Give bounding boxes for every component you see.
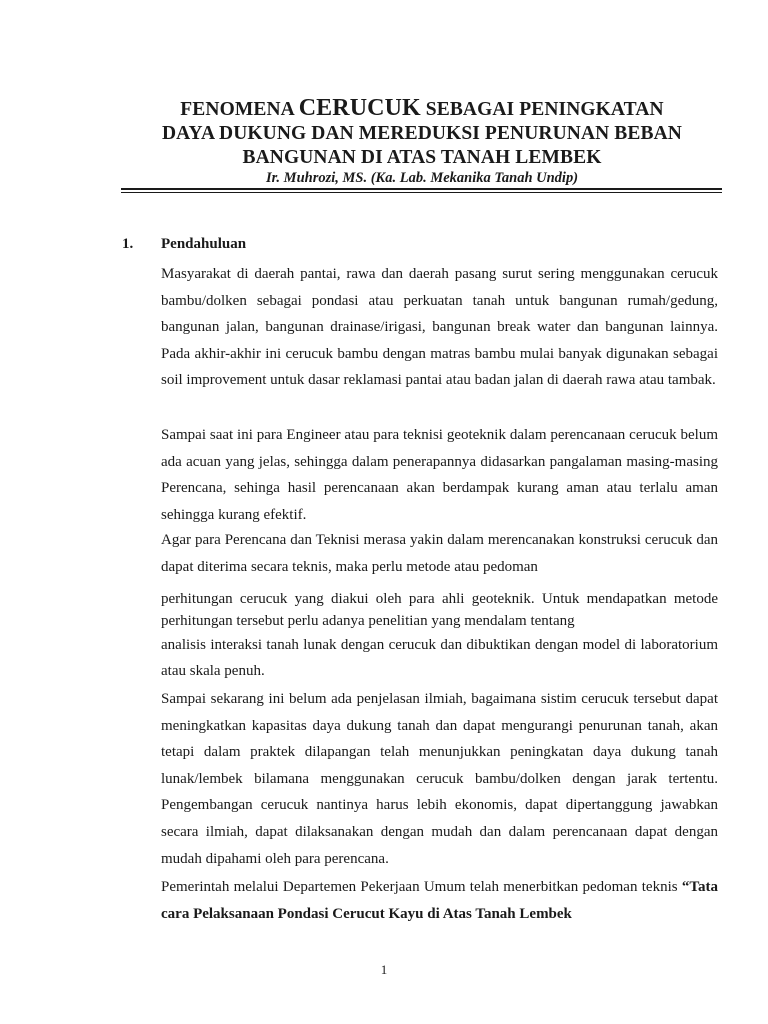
page-number: 1 (380, 962, 388, 977)
title-rule-thin (121, 192, 722, 193)
paragraph-3-continued: perhitungan cerucuk yang diakui oleh para ahli geoteknik. Untuk mendapatkan metode perhitungan tersebut perlu adanya penelitian yang mendalam tentang (161, 591, 718, 629)
title-rule-thick (121, 188, 722, 190)
paragraph-5-bold-quote: “Tata cara Pelaksanaan Pondasi Cerucut Kayu di Atas Tanah Lembek (161, 879, 718, 922)
title-line1-a: FENOMENA (180, 99, 299, 120)
author-line: Ir. Muhrozi, MS. (Ka. Lab. Mekanika Tanah Undip) (265, 170, 579, 186)
section-title: Pendahuluan (161, 236, 247, 252)
title-line1-emphasis: CERUCUK (298, 95, 421, 121)
paragraph-4: Sampai sekarang ini belum ada penjelasan ilmiah, bagaimana sistim cerucuk tersebut dapat meningkatkan kapasitas daya dukung tanah dan dapat mengurangi penurunan tanah, akan tetapi dalam praktek dilapangan telah menunjukkan peningkatan daya dukung tanah lunak/lembek bilamana menggunakan cerucuk bambu/dolken dengan jarak tertentu. Pengembangan cerucuk nantinya harus lebih ekonomis, dapat dipertanggung jawabkan secara ilmiah, dapat dilaksanakan dengan mudah dan dalam perencanaan dapat dengan mudah dipahami oleh para perencana. (161, 691, 718, 867)
paragraph-2: Sampai saat ini para Engineer atau para teknisi geoteknik dalam perencanaan cerucuk belum ada acuan yang jelas, sehingga dalam penerapannya didasarkan pangalaman masing-masing Perencana, sehinga hasil perencanaan akan berdampak kurang aman atau terlalu aman sehingga kurang efektif. (161, 427, 718, 523)
paragraph-5-text: Pemerintah melalui Departemen Pekerjaan Umum telah menerbitkan pedoman teknis (161, 879, 682, 895)
paragraph-3-end: analisis interaksi tanah lunak dengan cerucuk dan dibuktikan dengan model di laboratorium atau skala penuh. (161, 637, 718, 679)
paragraph-5 (161, 874, 718, 928)
section-heading (122, 235, 246, 253)
title-line2: DAYA DUKUNG DAN MEREDUKSI PENURUNAN BEBAN (161, 123, 682, 144)
paragraph-1: Masyarakat di daerah pantai, rawa dan daerah pasang surut sering menggunakan cerucuk bambu/dolken sebagai pondasi atau perkuatan tanah untuk bangunan rumah/gedung, bangunan jalan, bangunan drainase/irigasi, bangunan break water dan bangunan lainnya. Pada akhir-akhir ini cerucuk bambu dengan matras bambu mulai banyak digunakan sebagai soil improvement untuk dasar reklamasi pantai atau badan jalan di daerah rawa atau tambak. (161, 266, 718, 389)
title-line3: BANGUNAN DI ATAS TANAH LEMBEK (242, 147, 602, 168)
document-title (122, 96, 722, 170)
section-number: 1. (122, 236, 134, 252)
paragraph-3: Agar para Perencana dan Teknisi merasa yakin dalam merencanakan konstruksi cerucuk dan dapat diterima secara teknis, maka perlu metode atau pedoman (161, 532, 718, 575)
title-line1-c: SEBAGAI PENINGKATAN (420, 99, 664, 120)
